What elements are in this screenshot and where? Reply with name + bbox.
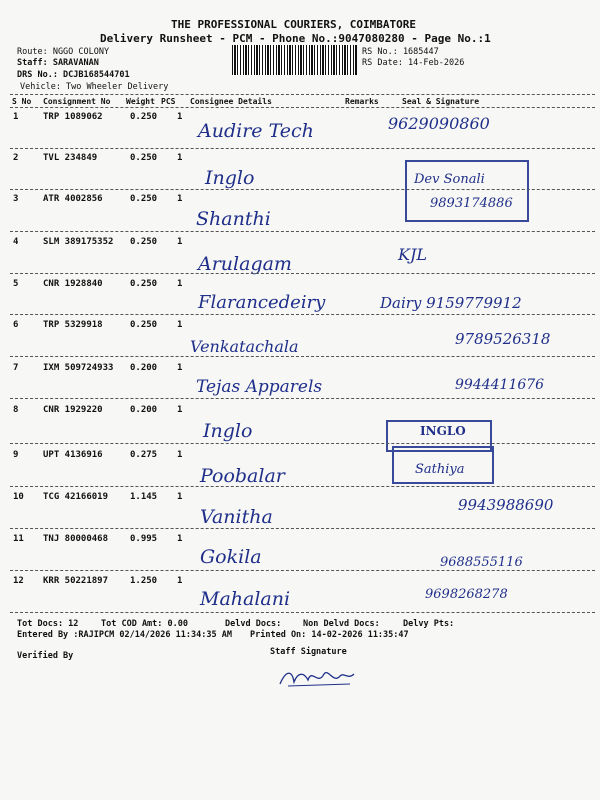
row-seal-signature: 9943988690	[458, 496, 554, 514]
row-consignee: Venkatachala	[190, 337, 299, 356]
row-sno: 2	[13, 153, 19, 163]
row-seal-signature: INGLO	[420, 424, 466, 438]
header-top-rule	[10, 94, 595, 95]
col-weight: Weight	[126, 97, 155, 106]
header-bottom-rule	[10, 107, 595, 108]
row-divider	[10, 273, 595, 274]
row-pcs: 1	[177, 450, 183, 460]
total-cod-amount: Tot COD Amt: 0.00	[101, 619, 188, 629]
staff-signature-label: Staff Signature	[270, 647, 347, 657]
row-weight: 0.250	[130, 279, 158, 289]
row-seal-signature: Sathiya	[415, 462, 465, 477]
row-weight: 1.250	[130, 576, 158, 586]
row-consignee: Audire Tech	[198, 120, 314, 142]
staff-signature-image	[278, 664, 358, 692]
row-pcs: 1	[177, 492, 183, 502]
col-remarks: Remarks	[345, 97, 379, 106]
row-weight: 0.275	[130, 450, 158, 460]
row-sno: 11	[13, 534, 24, 544]
col-pcs: PCS	[161, 97, 176, 106]
row-consignment: TVL 234849	[43, 153, 98, 163]
row-pcs: 1	[177, 237, 183, 247]
row-consignment: CNR 1928840	[43, 279, 103, 289]
row-consignment: IXM 509724933	[43, 363, 114, 373]
row-pcs: 1	[177, 576, 183, 586]
row-consignee: Arulagam	[198, 253, 292, 275]
row-sno: 12	[13, 576, 24, 586]
row-consignment: KRR 50221897	[43, 576, 109, 586]
row-divider	[10, 528, 595, 529]
seal-stamp	[405, 160, 529, 222]
row-consignee: Inglo	[203, 420, 253, 442]
row-consignment: TCG 42166019	[43, 492, 109, 502]
row-seal-signature: 9789526318	[455, 330, 551, 348]
row-divider	[10, 443, 595, 444]
row-sno: 3	[13, 194, 19, 204]
row-consignment: CNR 1929220	[43, 405, 103, 415]
row-consignment: TRP 1089062	[43, 112, 103, 122]
route-label: Route: NGGO COLONY	[17, 47, 110, 57]
row-divider	[10, 612, 595, 613]
row-sno: 10	[13, 492, 24, 502]
row-weight: 0.200	[130, 405, 158, 415]
row-weight: 0.250	[130, 112, 158, 122]
row-weight: 0.995	[130, 534, 158, 544]
col-consignment: Consignment No	[43, 97, 111, 106]
printed-on: Printed On: 14-02-2026 11:35:47	[250, 630, 409, 640]
total-docs: Tot Docs: 12	[17, 619, 79, 629]
row-seal-signature: 9688555116	[440, 555, 523, 570]
row-weight: 1.145	[130, 492, 158, 502]
row-consignee: Tejas Apparels	[196, 377, 323, 397]
row-seal-signature: 9698268278	[425, 587, 508, 602]
company-name: THE PROFESSIONAL COURIERS, COIMBATORE	[171, 18, 417, 31]
row-consignment: SLM 389175352	[43, 237, 114, 247]
row-consignee: Inglo	[205, 167, 255, 189]
row-divider	[10, 570, 595, 571]
row-sno: 6	[13, 320, 19, 330]
col-seal: Seal & Signature	[402, 97, 480, 106]
row-weight: 0.250	[130, 237, 158, 247]
row-weight: 0.200	[130, 363, 158, 373]
row-divider	[10, 189, 595, 190]
runsheet-title: Delivery Runsheet - PCM - Phone No.:9047080280 - Page No.:1	[100, 32, 491, 45]
row-sno: 5	[13, 279, 19, 289]
row-pcs: 1	[177, 405, 183, 415]
row-seal-signature: Dairy 9159779912	[380, 294, 522, 312]
verified-by: Verified By	[17, 651, 74, 661]
row-sno: 9	[13, 450, 19, 460]
delivered-docs: Delvd Docs:	[225, 619, 282, 629]
row-pcs: 1	[177, 363, 183, 373]
row-pcs: 1	[177, 320, 183, 330]
col-sno: S No	[12, 97, 32, 106]
vehicle-label: Vehicle: Two Wheeler Delivery	[20, 82, 169, 92]
rs-date: RS Date: 14-Feb-2026	[362, 58, 465, 68]
row-sno: 1	[13, 112, 19, 122]
row-pcs: 1	[177, 112, 183, 122]
row-consignee: Vanitha	[200, 506, 273, 528]
row-seal-signature: 9944411676	[455, 377, 545, 393]
row-divider	[10, 231, 595, 232]
row-consignee: Shanthi	[196, 208, 271, 230]
row-pcs: 1	[177, 279, 183, 289]
delivery-points: Delvy Pts:	[403, 619, 455, 629]
row-divider	[10, 486, 595, 487]
row-consignment: TNJ 80000468	[43, 534, 109, 544]
row-consignee: Mahalani	[200, 588, 291, 610]
row-seal-signature: 9629090860	[388, 114, 490, 133]
row-divider	[10, 148, 595, 149]
row-seal-signature: 9893174886	[430, 196, 513, 211]
row-divider	[10, 398, 595, 399]
row-consignee: Flarancedeiry	[198, 292, 326, 313]
row-weight: 0.250	[130, 194, 158, 204]
row-pcs: 1	[177, 153, 183, 163]
row-seal-signature: Dev Sonali	[414, 172, 485, 187]
row-divider	[10, 356, 595, 357]
entered-by: Entered By :RAJIPCM 02/14/2026 11:34:35 AM	[17, 630, 232, 640]
row-pcs: 1	[177, 194, 183, 204]
barcode-image	[232, 45, 357, 75]
row-consignment: ATR 4002856	[43, 194, 103, 204]
row-sno: 7	[13, 363, 19, 373]
staff-label: Staff: SARAVANAN	[17, 58, 99, 68]
non-delivered-docs: Non Delvd Docs:	[303, 619, 380, 629]
row-sno: 4	[13, 237, 19, 247]
rs-number: RS No.: 1685447	[362, 47, 439, 57]
row-consignment: TRP 5329918	[43, 320, 103, 330]
row-pcs: 1	[177, 534, 183, 544]
row-weight: 0.250	[130, 153, 158, 163]
row-sno: 8	[13, 405, 19, 415]
row-divider	[10, 314, 595, 315]
drs-number: DRS No.: DCJB168544701	[17, 70, 130, 80]
row-consignee: Gokila	[200, 546, 262, 568]
row-weight: 0.250	[130, 320, 158, 330]
row-seal-signature: KJL	[398, 245, 427, 264]
row-consignee: Poobalar	[200, 465, 285, 487]
row-consignment: UPT 4136916	[43, 450, 103, 460]
col-consignee: Consignee Details	[190, 97, 272, 106]
